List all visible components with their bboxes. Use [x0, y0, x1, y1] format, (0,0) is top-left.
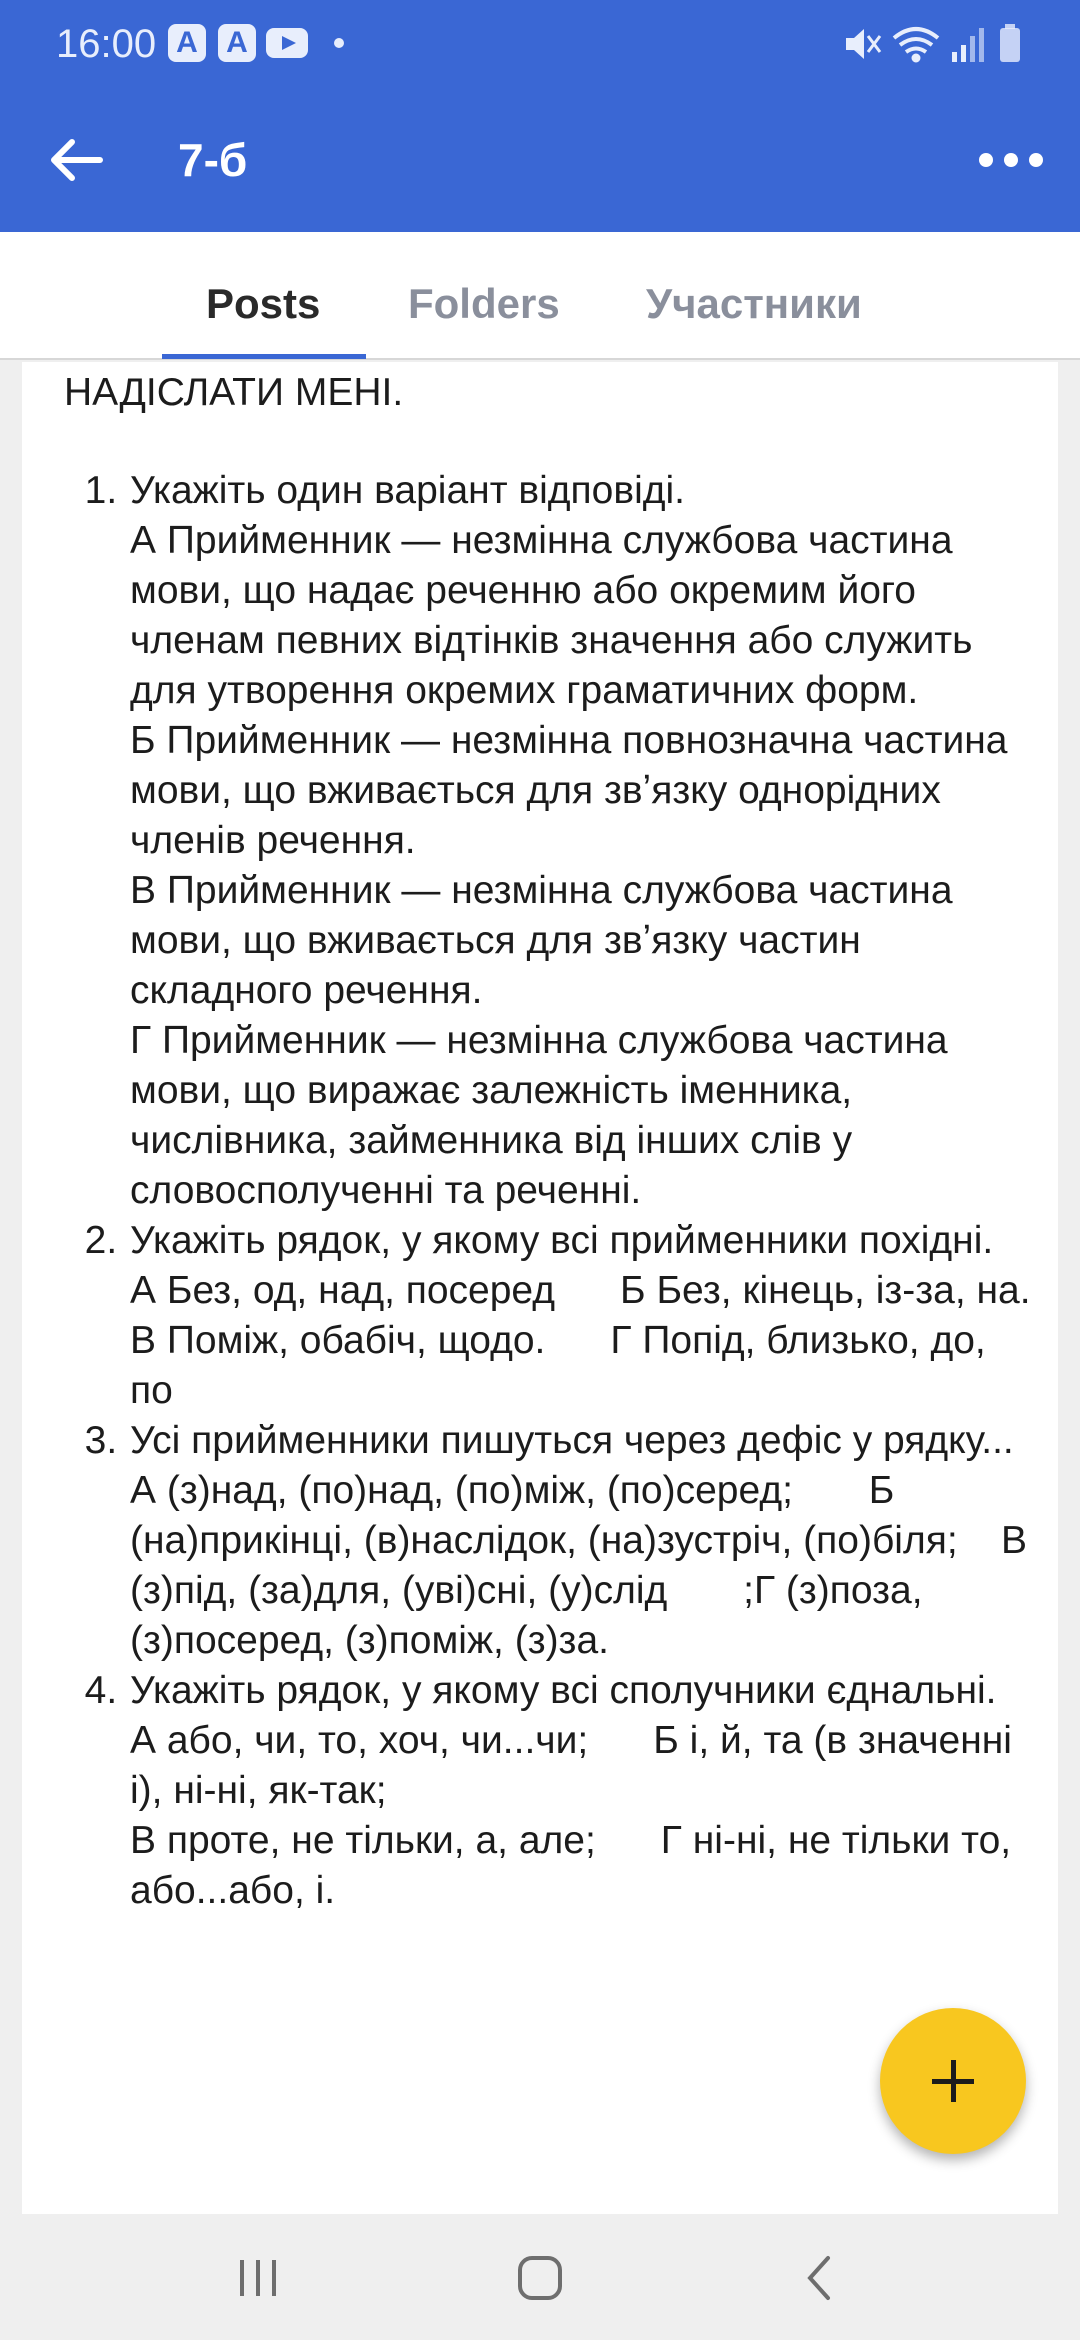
youtube-icon [266, 28, 308, 58]
status-time: 16:00 [56, 22, 157, 66]
more-options-icon[interactable] [966, 124, 1056, 196]
app-header [0, 0, 1080, 232]
mute-icon [846, 29, 880, 59]
recent-apps-icon[interactable] [218, 2238, 298, 2318]
tab-bar [0, 232, 1080, 360]
wifi-icon [894, 29, 938, 61]
question-item [128, 466, 1034, 1216]
answer-option: В Прийменник — незмінна службова частина мови, що вживається для звʼязку частин складного речення. [130, 869, 953, 1012]
question-item [128, 1216, 1034, 1416]
answer-option: А або, чи, то, хоч, чи...чи; Б і, й, та (в значенні і), ні-ні, як-так; [130, 1719, 1023, 1812]
notification-a-icon: A [218, 24, 256, 62]
post-card [22, 362, 1058, 2214]
answer-option: Г Прийменник — незмінна службова частина мови, що виражає залежність іменника, числівника, займенника від інших слів у словосполученні та реченні. [130, 1019, 948, 1212]
answer-option: В проте, не тільки, а, але; Г ні-ні, не тільки то, або...або, і. [130, 1819, 1022, 1912]
question-text: 4. Укажіть рядок, у якому всі сполучники єднальні. [130, 1669, 997, 1712]
home-icon[interactable] [500, 2238, 580, 2318]
question-text: 1. Укажіть один варіант відповіді. [130, 469, 685, 512]
tab-posts[interactable]: Posts [206, 280, 321, 327]
active-tab-indicator [162, 354, 366, 359]
more-notifications-dot-icon [334, 38, 344, 48]
tab-participants[interactable]: Участники [646, 280, 862, 327]
answer-option: А Прийменник — незмінна службова частина мови, що надає реченню або окремим його членам певних відтінків значення або служить для утворення окремих граматичних форм. [130, 519, 973, 712]
battery-icon [1000, 24, 1020, 62]
status-icons [842, 22, 1032, 66]
chevron-left-icon[interactable] [780, 2238, 860, 2318]
signal-icon [952, 28, 984, 62]
add-post-button[interactable] [880, 2008, 1026, 2154]
question-item [128, 1666, 1034, 1916]
question-item [128, 1416, 1038, 1666]
notification-a-icon: A [168, 24, 206, 62]
answer-option: А Без, од, над, посеред Б Без, кінець, із-за, на. [130, 1269, 1031, 1312]
post-intro: НАДІСЛАТИ МЕНІ. [64, 371, 404, 414]
answer-option: В Поміж, обабіч, щодо. Г Попід, близько, до, по [130, 1319, 997, 1412]
system-navigation-bar [0, 2214, 1080, 2340]
tab-folders[interactable]: Folders [408, 280, 560, 327]
post-body [64, 368, 1038, 1916]
back-arrow-icon[interactable] [40, 124, 112, 196]
question-text: 3. Усі прийменники пишуться через дефіс у рядку... [130, 1419, 1014, 1462]
question-text: 2. Укажіть рядок, у якому всі прийменники похідні. [130, 1219, 994, 1262]
answer-option: Б Прийменник — незмінна повнозначна частина мови, що вживається для звʼязку однорідних членів речення. [130, 719, 1008, 862]
answer-option: А (з)над, (по)над, (по)між, (по)серед; Б (на)прикінці, (в)наслідок, (на)зустріч, (по)біля; В (з)під, (за)для, (уві)сні, (у)слід ;Г (з)поза, (з)посеред, (з)поміж, (з)за. [130, 1469, 1038, 1662]
question-list [64, 466, 1038, 1916]
group-title: 7-б [178, 134, 248, 186]
